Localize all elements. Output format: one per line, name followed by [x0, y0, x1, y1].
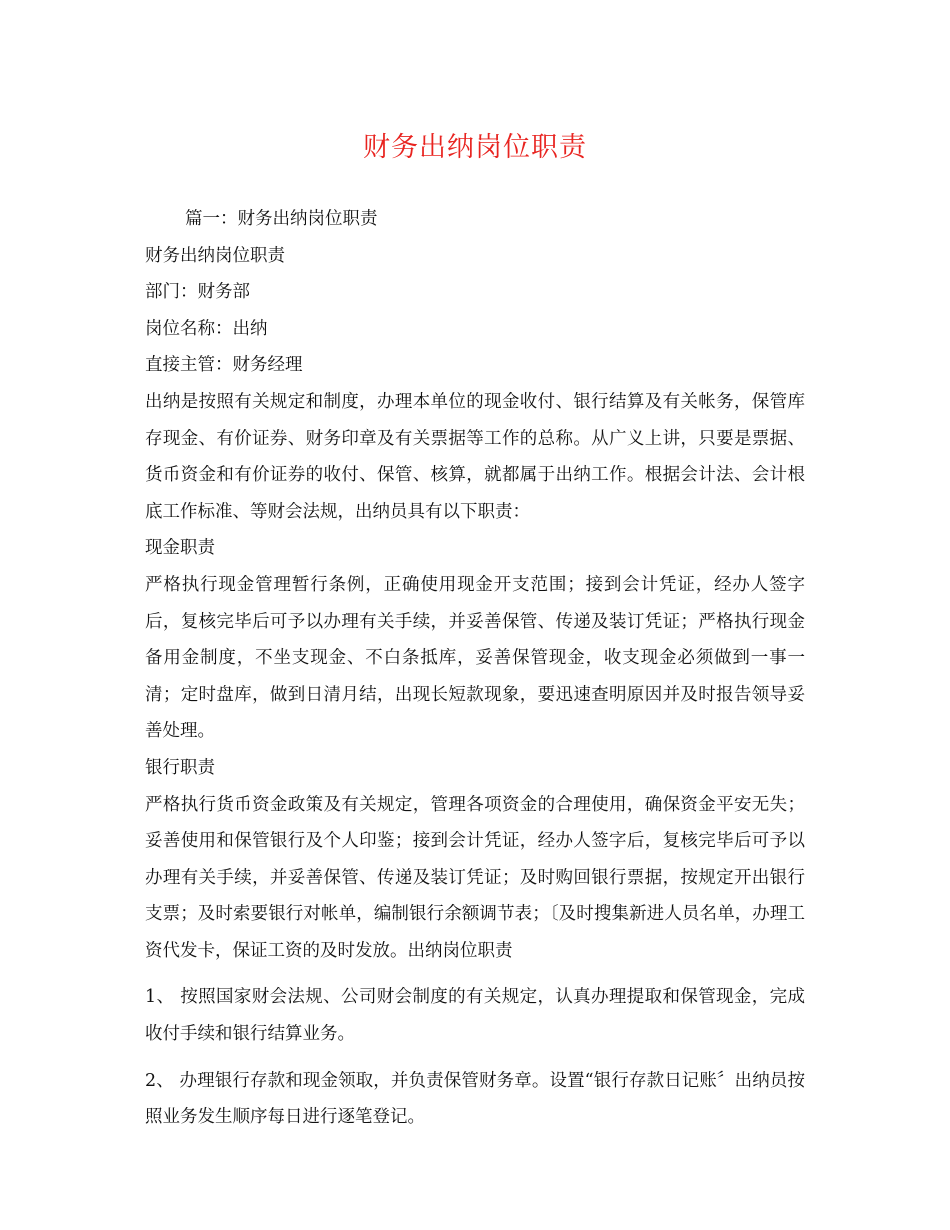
- cash-duties-heading: 现金职责: [145, 538, 215, 559]
- cash-duties-paragraph: 严格执行现金管理暂行条例，正确使用现金开支范围；接到会计凭证，经办人签字后，复核完毕后可予以办理有关手续，并妥善保管、传递及装订凭证；严格执行现金备用金制度，不坐支现金、不白条抵库，妥善保管现金，收支现金必须做到一事一清；定时盘库，做到日清月结，出现长短款现象，要迅速查明原因并及时报告领导妥善处理。: [145, 574, 805, 742]
- intro-paragraph: 出纳是按照有关规定和制度，办理本单位的现金收付、银行结算及有关帐务，保管库存现金、有价证券、财务印章及有关票据等工作的总称。从广义上讲，只要是票据、货币资金和有价证券的收付、保管、核算，就都属于出纳工作。根据会计法、会计根底工作标准、等财会法规，出纳员具有以下职责：: [145, 391, 805, 522]
- section-heading: 篇一：财务出纳岗位职责: [185, 209, 378, 229]
- numbered-item-2: 2、 办理银行存款和现金领取，并负责保管财务章。设置“银行存款日记账〞出纳员按照业务发生顺序每日进行逐笔登记。: [145, 1070, 805, 1128]
- document-title: 财务出纳岗位职责: [363, 132, 587, 163]
- subtitle: 财务出纳岗位职责: [145, 245, 285, 266]
- bank-duties-heading: 银行职责: [145, 757, 215, 778]
- position-line: 岗位名称：出纳: [145, 318, 268, 339]
- department-line: 部门：财务部: [145, 282, 250, 303]
- document-body: [145, 201, 805, 1136]
- bank-duties-paragraph: 严格执行货币资金政策及有关规定，管理各项资金的合理使用，确保资金平安无失；妥善使用和保管银行及个人印鉴；接到会计凭证，经办人签字后，复核完毕后可予以办理有关手续，并妥善保管、传递及装订凭证；及时购回银行票据，按规定开出银行支票；及时索要银行对帐单，编制银行余额调节表；〔及时搜集新进人员名单，办理工资代发卡，保证工资的及时发放。出纳岗位职责: [145, 794, 805, 961]
- supervisor-line: 直接主管：财务经理: [145, 355, 303, 376]
- numbered-item-1: 1、 按照国家财会法规、公司财会制度的有关规定，认真办理提取和保管现金，完成收付手续和银行结算业务。: [145, 987, 805, 1045]
